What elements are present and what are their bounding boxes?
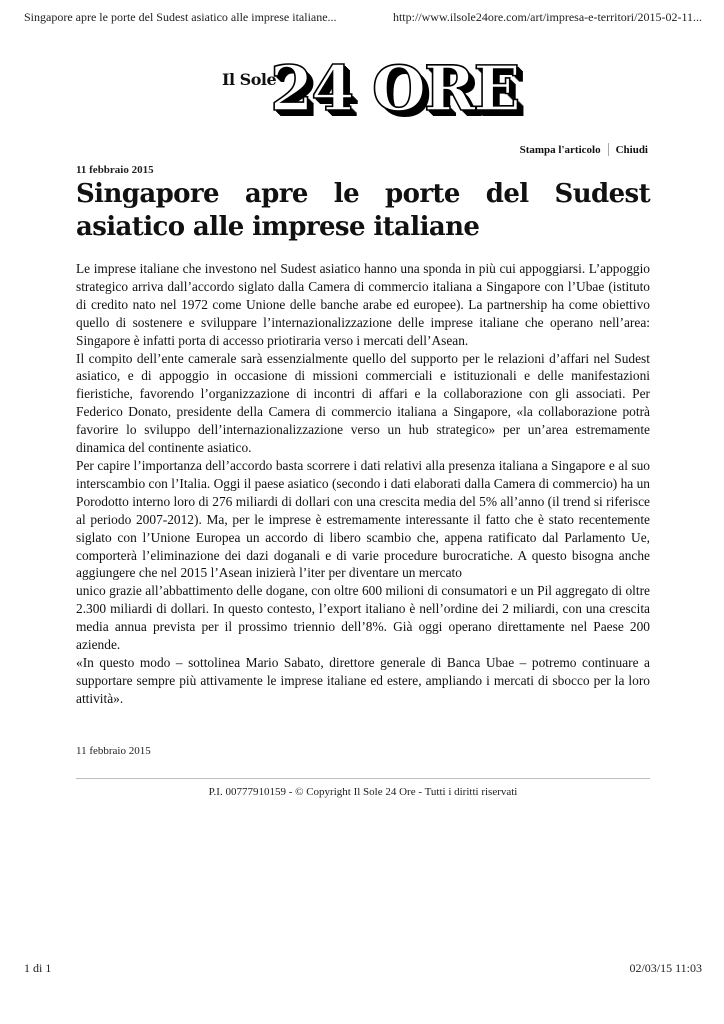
print-header (24, 10, 702, 25)
page-count: 1 di 1 (24, 961, 52, 975)
logo-big-text: 24 ORE (270, 52, 519, 125)
article-paragraph: Le imprese italiane che investono nel Sudest asiatico hanno una sponda in più cui appoggiarsi. L’appoggio strategico arriva dall’accordo siglato dalla Camera di commercio italiana a Singapore con l’Ubae (istituto di credito nato nel 1972 come Unione delle banche arabe ed europee). La partnership ha come obiettivo quello di sostenere e sviluppare l’internazionalizzazione delle imprese italiane che operano nell’area: Singapore è infatti porta di accesso priotiraria verso i mercati dell’Asean. (76, 261, 650, 348)
footer-divider (76, 778, 650, 779)
print-article-link[interactable]: Stampa l'articolo (519, 143, 601, 156)
logo-small-text: Il Sole (222, 70, 277, 89)
article-paragraph: Per capire l’importanza dell’accordo basta scorrere i dati relativi alla presenza italiana a Singapore e al suo interscambio con l’Italia. Oggi il paese asiatico (secondo i dati elaborati dalla Camera di commercio) ha un Porodotto interno loro di 276 miliardi di dollari con una crescita media del 5% all’anno (il trend si riferisce al periodo 2007-2012). Ma, per le imprese è estremamente interessante il fatto che è stato recentemente siglato con l’Unione Europea un accordo di libero scambio che, appena ratificato dal Parlamento Ue, comporterà l’eliminazione dei dazi doganali e di varie procedure burocratiche. A questo bisogna anche aggiungere che nel 2015 l’Asean inizierà l’iter per diventare un mercato (76, 457, 650, 581)
print-timestamp: 02/03/15 11:03 (629, 961, 702, 975)
article-date-bottom: 11 febbraio 2015 (76, 745, 151, 757)
site-logo (222, 52, 519, 134)
article-title: Singapore apre le porte del Sudest asiatico alle imprese italiane (76, 179, 650, 242)
print-header-title: Singapore apre le porte del Sudest asiatico alle imprese italiane... (24, 10, 337, 24)
copyright-notice: P.I. 00777910159 - © Copyright Il Sole 24 Ore - Tutti i diritti riservati (208, 786, 518, 798)
article-body (76, 260, 650, 708)
actions-divider (608, 143, 609, 156)
print-footer (24, 961, 702, 976)
print-header-url: http://www.ilsole24ore.com/art/impresa-e-territori/2015-02-11... (392, 10, 702, 24)
article-paragraph: Il compito dell’ente camerale sarà essenzialmente quello del supporto per le relazioni d’affari nel Sudest asiatico, e di appoggio in occasione di missioni commerciali e istituzionali e delle manifestazioni fieristiche, favorendo l’organizzazione di incontri di affari e la collaborazione con gli associati. Per Federico Donato, presidente della Camera di commercio italiana a Singapore, «la collaborazione potrà favorire lo sviluppo dell’internazionalizzazione verso un hub strategico» per un’area estremamente dinamica del continente asiatico. (76, 350, 650, 456)
close-link[interactable]: Chiudi (615, 143, 648, 156)
article-paragraph: «In questo modo – sottolinea Mario Sabato, direttore generale di Banca Ubae – potremo continuare a supportare sempre più attivamente le imprese italiane ed estere, ampliando i mercati di sbocco per la loro attività». (76, 654, 650, 706)
article-paragraph: unico grazie all’abbattimento delle dogane, con oltre 600 milioni di consumatori e un Pil aggregato di oltre 2.300 miliardi di dollari. In questo contesto, l’export italiano è nell’ordine dei 2 miliardi, con una crescita media annua prevista per il prossimo triennio dell’8%. Già oggi operano direttamente nel Paese 200 aziende. (76, 583, 650, 653)
article-date-top: 11 febbraio 2015 (76, 164, 154, 176)
article-actions (520, 143, 648, 156)
